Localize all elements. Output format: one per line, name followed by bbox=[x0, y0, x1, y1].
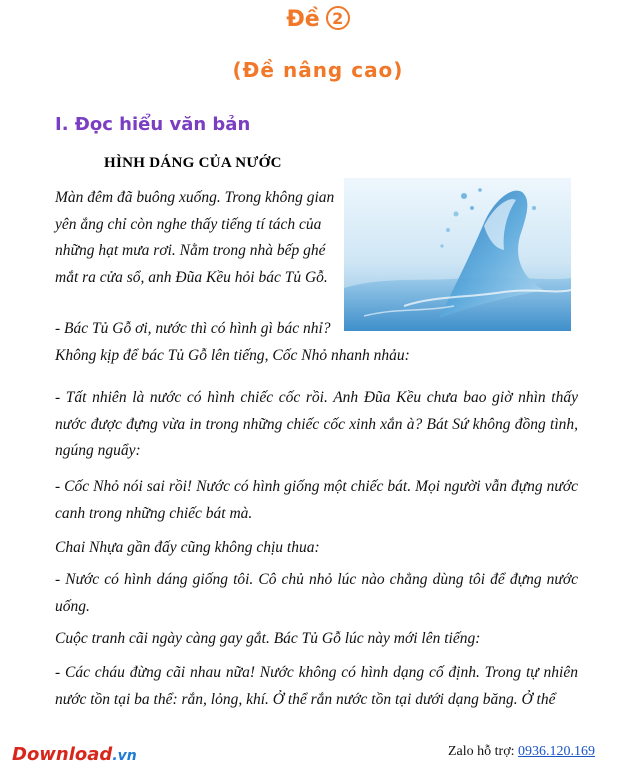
exam-subtitle: (Đề nâng cao) bbox=[232, 58, 404, 82]
dialogue-question: - Bác Tủ Gỗ ơi, nước thì có hình gì bác nhỉ? bbox=[55, 320, 331, 337]
story-title: HÌNH DÁNG CỦA NƯỚC bbox=[104, 155, 282, 171]
narration-cup: Không kịp để bác Tủ Gỗ lên tiếng, Cốc Nhỏ nhanh nhảu: bbox=[55, 346, 410, 364]
zalo-support bbox=[448, 744, 595, 760]
exam-number-badge: 2 bbox=[326, 6, 350, 30]
section-title: I. Đọc hiểu văn bản bbox=[55, 114, 251, 135]
paragraph-bottle-intro: Chai Nhựa gần đấy cũng không chịu thua: bbox=[55, 539, 320, 556]
paragraph-debate: Cuộc tranh cãi ngày càng gay gắt. Bác Tủ Gỗ lúc này mới lên tiếng: bbox=[55, 630, 481, 647]
paragraph-2 bbox=[55, 316, 578, 369]
paragraph-bowl: - Cốc Nhỏ nói sai rồi! Nước có hình giống một chiếc bát. Mọi người vẫn đựng nước canh trong những chiếc bát mà. bbox=[55, 478, 578, 522]
download-vn-logo[interactable] bbox=[12, 744, 137, 765]
paragraph-cup: - Tất nhiên là nước có hình chiếc cốc rồi. Anh Đũa Kều chưa bao giờ nhìn thấy nước được đựng vừa in trong những chiếc cốc xinh xắn à? Bát Sứ không đồng tình, ngúng nguẩy: bbox=[55, 389, 578, 459]
logo-main-text: Download bbox=[12, 744, 113, 765]
exam-title bbox=[0, 6, 636, 32]
paragraph-bottle: - Nước có hình dáng giống tôi. Cô chủ nhỏ lúc nào chẳng dùng tôi để đựng nước uống. bbox=[55, 571, 578, 615]
logo-suffix-text: .vn bbox=[112, 748, 137, 764]
water-splash-image bbox=[344, 178, 571, 331]
exam-title-word: Đề bbox=[286, 7, 320, 32]
paragraph-answer: - Các cháu đừng cãi nhau nữa! Nước không có hình dạng cố định. Trong tự nhiên nước tồn tại ba thể: rắn, lỏng, khí. Ở thể rắn nước tồn tại dưới dạng băng. Ở thể bbox=[55, 664, 578, 708]
zalo-support-label: Zalo hỗ trợ: bbox=[448, 744, 515, 759]
paragraph-1: Màn đêm đã buông xuống. Trong không gian yên ắng chỉ còn nghe thấy tiếng tí tách của những hạt mưa rơi. Nằm trong nhà bếp ghé mắt ra cửa sổ, anh Đũa Kều hỏi bác Tủ Gỗ. bbox=[55, 189, 335, 286]
zalo-phone-link[interactable]: 0936.120.169 bbox=[518, 744, 595, 759]
